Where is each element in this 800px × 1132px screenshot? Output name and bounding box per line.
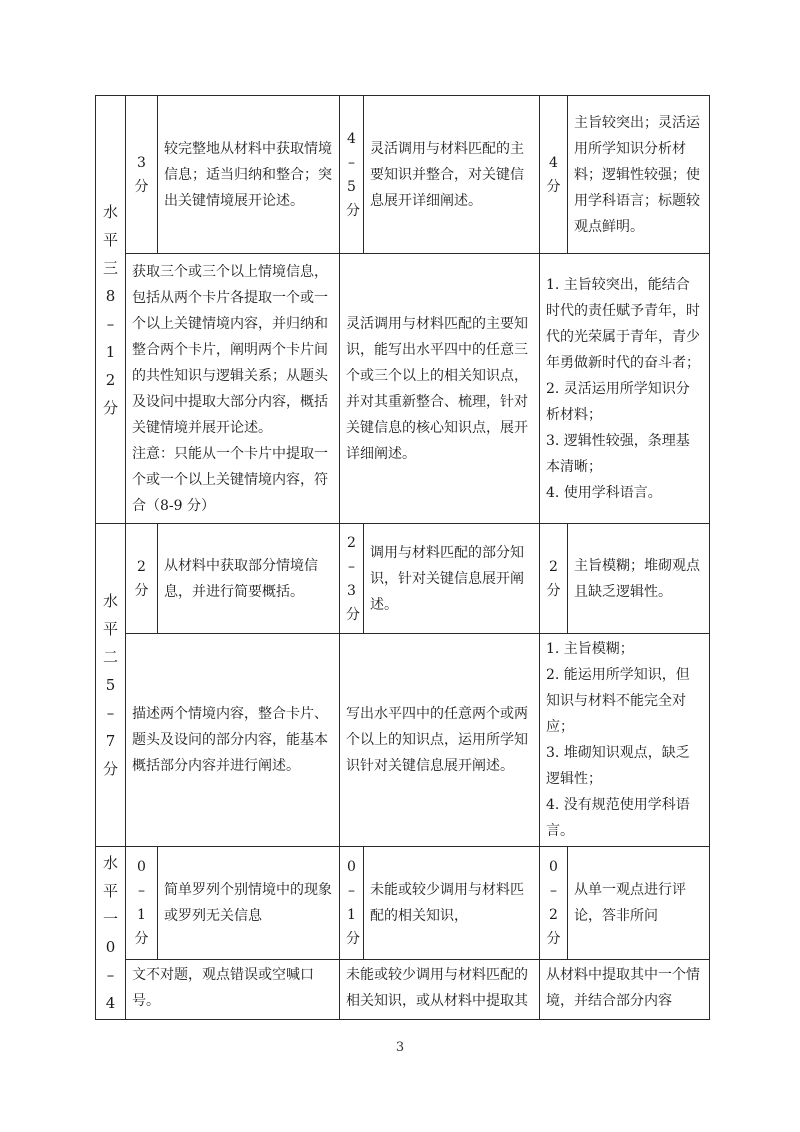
level1-score-b: 0 – 1 分 [340, 847, 364, 960]
level2-detail-b: 写出水平四中的任意两个或两个以上的知识点，运用所学知识针对关键信息展开阐述。 [340, 634, 540, 847]
level2-score-c: 2 分 [540, 524, 568, 634]
level1-score-c: 0 – 2 分 [540, 847, 568, 960]
level1-summary-row [96, 847, 710, 960]
level3-label: 水 平 三 8 – 12 分 [96, 96, 126, 524]
level3-detail-c: 1. 主旨较突出，能结合时代的责任赋予青年，时代的光荣属于青年，青少年勇做新时代的奋斗者； 2. 灵活运用所学知识分析材料； 3. 逻辑性较强，条理基本清晰； 4. 使用学科语言。 [540, 254, 710, 524]
level2-desc-c: 主旨模糊；堆砌观点且缺乏逻辑性。 [568, 524, 710, 634]
level2-desc-b: 调用与材料匹配的部分知识，针对关键信息展开阐述。 [364, 524, 540, 634]
level3-summary-row [96, 96, 710, 254]
level3-desc-b: 灵活调用与材料匹配的主要知识并整合，对关键信息展开详细阐述。 [364, 96, 540, 254]
level3-desc-c: 主旨较突出；灵活运用所学知识分析材料；逻辑性较强；使用学科语言；标题较观点鲜明。 [568, 96, 710, 254]
level3-score-a: 3 分 [126, 96, 158, 254]
level2-detail-c: 1. 主旨模糊； 2. 能运用所学知识，但知识与材料不能完全对应； 3. 堆砌知识观点，缺乏逻辑性； 4. 没有规范使用学科语言。 [540, 634, 710, 847]
level1-desc-c: 从单一观点进行评论，答非所问 [568, 847, 710, 960]
level1-detail-a: 文不对题，观点错误或空喊口号。 [126, 960, 340, 1020]
level2-detail-a: 描述两个情境内容，整合卡片、题头及设问的部分内容，能基本概括部分内容并进行阐述。 [126, 634, 340, 847]
level2-score-b: 2 – 3 分 [340, 524, 364, 634]
level2-detail-row [96, 634, 710, 847]
level3-score-b: 4 – 5 分 [340, 96, 364, 254]
level2-summary-row [96, 524, 710, 634]
level1-score-a: 0 – 1 分 [126, 847, 158, 960]
level3-desc-a: 较完整地从材料中获取情境信息；适当归纳和整合；突出关键情境展开论述。 [158, 96, 340, 254]
level1-label: 水 平 一 0 – 4 [96, 847, 126, 1020]
level1-desc-b: 未能或较少调用与材料匹配的相关知识， [364, 847, 540, 960]
scoring-rubric-table [95, 95, 710, 1020]
page-number: 3 [395, 1040, 405, 1055]
level1-detail-c: 从材料中提取其中一个情境，并结合部分内容 [540, 960, 710, 1020]
level3-score-c: 4 分 [540, 96, 568, 254]
level1-detail-b: 未能或较少调用与材料匹配的相关知识，或从材料中提取其 [340, 960, 540, 1020]
level3-detail-a: 获取三个或三个以上情境信息，包括从两个卡片各提取一个或一个以上关键情境内容，并归纳和整合两个卡片，阐明两个卡片间的共性知识与逻辑关系；从题头及设问中提取大部分内容，概括关键情境并展开论述。 注意：只能从一个卡片中提取一个或一个以上关键情境内容，符合（8-9 分） [126, 254, 340, 524]
level1-detail-row [96, 960, 710, 1020]
level1-desc-a: 简单罗列个别情境中的现象或罗列无关信息 [158, 847, 340, 960]
level2-label: 水 平 二 5 – 7 分 [96, 524, 126, 847]
level2-desc-a: 从材料中获取部分情境信息，并进行简要概括。 [158, 524, 340, 634]
level3-detail-b: 灵活调用与材料匹配的主要知识，能写出水平四中的任意三个或三个以上的相关知识点，并对其重新整合、梳理，针对关键信息的核心知识点，展开详细阐述。 [340, 254, 540, 524]
level3-detail-row [96, 254, 710, 524]
level2-score-a: 2 分 [126, 524, 158, 634]
